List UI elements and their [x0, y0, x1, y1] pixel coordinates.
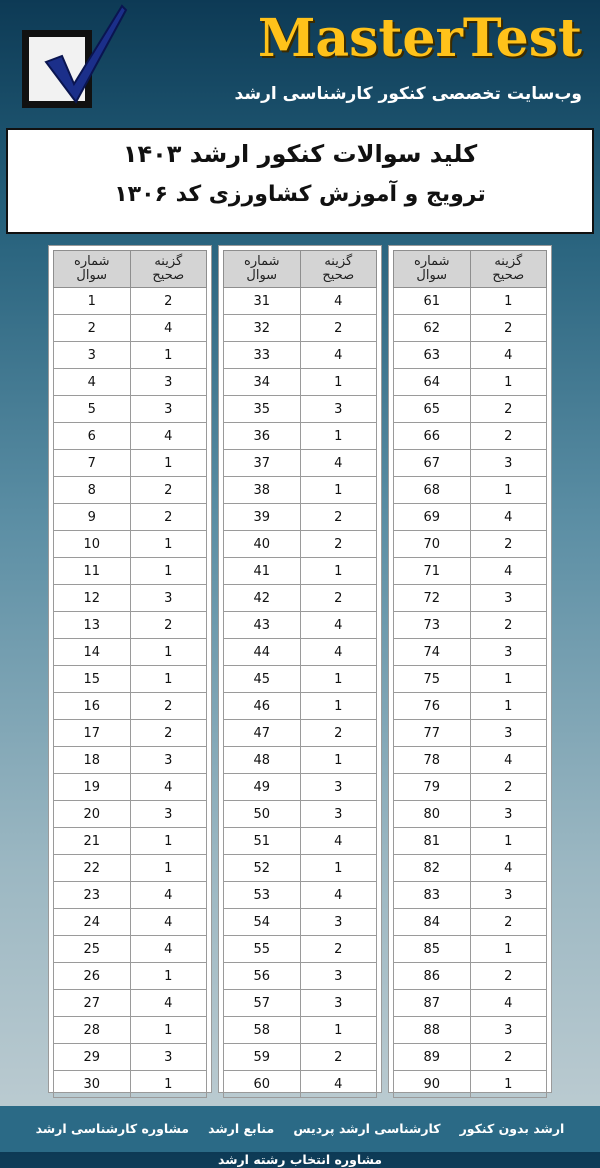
table-row: [54, 1017, 207, 1044]
question-number: 29: [54, 1044, 131, 1071]
correct-answer: 2: [130, 720, 207, 747]
question-number: 75: [394, 666, 471, 693]
correct-answer: 2: [470, 531, 547, 558]
answer-key-tables: [48, 245, 552, 1093]
question-number: 58: [224, 1017, 301, 1044]
question-number: 33: [224, 342, 301, 369]
table-row: [224, 423, 377, 450]
question-number: 36: [224, 423, 301, 450]
table-row: [394, 720, 547, 747]
correct-answer: 2: [300, 315, 377, 342]
table-row: [54, 882, 207, 909]
question-number: 86: [394, 963, 471, 990]
question-number-header: شماره سوال: [394, 251, 471, 288]
table-row: [224, 882, 377, 909]
table-row: [394, 801, 547, 828]
correct-answer: 2: [470, 612, 547, 639]
correct-answer: 4: [300, 612, 377, 639]
correct-answer: 4: [130, 774, 207, 801]
table-row: [54, 828, 207, 855]
question-number: 68: [394, 477, 471, 504]
correct-answer: 1: [470, 936, 547, 963]
table-row: [394, 612, 547, 639]
question-number: 19: [54, 774, 131, 801]
question-number: 80: [394, 801, 471, 828]
question-number: 17: [54, 720, 131, 747]
table-row: [224, 342, 377, 369]
question-number: 32: [224, 315, 301, 342]
table-row: [394, 288, 547, 315]
question-number: 65: [394, 396, 471, 423]
question-number: 28: [54, 1017, 131, 1044]
answer-table-3: [388, 245, 552, 1093]
correct-answer: 3: [130, 369, 207, 396]
correct-answer: 3: [470, 585, 547, 612]
correct-answer: 2: [300, 1044, 377, 1071]
question-number: 70: [394, 531, 471, 558]
correct-answer: 2: [470, 423, 547, 450]
title-box: [6, 128, 594, 234]
correct-answer: 2: [130, 477, 207, 504]
table-row: [224, 369, 377, 396]
table-row: [224, 477, 377, 504]
table-row: [394, 1044, 547, 1071]
correct-answer: 1: [470, 369, 547, 396]
table-row: [394, 774, 547, 801]
table-row: [224, 450, 377, 477]
correct-answer: 3: [300, 963, 377, 990]
correct-answer: 1: [470, 828, 547, 855]
correct-answer: 4: [470, 504, 547, 531]
correct-answer: 3: [300, 990, 377, 1017]
question-number: 90: [394, 1071, 471, 1098]
table-row: [54, 1071, 207, 1098]
question-number: 49: [224, 774, 301, 801]
table-row: [224, 909, 377, 936]
table-row: [54, 909, 207, 936]
question-number: 37: [224, 450, 301, 477]
question-number: 12: [54, 585, 131, 612]
question-number: 61: [394, 288, 471, 315]
correct-answer: 3: [470, 801, 547, 828]
question-number: 46: [224, 693, 301, 720]
correct-answer: 1: [470, 1071, 547, 1098]
question-number: 42: [224, 585, 301, 612]
question-number: 56: [224, 963, 301, 990]
table-row: [394, 531, 547, 558]
correct-answer: 1: [300, 693, 377, 720]
question-number: 81: [394, 828, 471, 855]
correct-answer: 2: [130, 693, 207, 720]
correct-answer: 4: [300, 450, 377, 477]
correct-answer: 4: [130, 990, 207, 1017]
question-number: 22: [54, 855, 131, 882]
table-row: [224, 936, 377, 963]
table-row: [54, 450, 207, 477]
question-number: 15: [54, 666, 131, 693]
table-row: [224, 612, 377, 639]
table-row: [54, 558, 207, 585]
question-number: 69: [394, 504, 471, 531]
correct-answer: 4: [300, 639, 377, 666]
question-number: 10: [54, 531, 131, 558]
correct-answer: 3: [130, 1044, 207, 1071]
correct-answer: 1: [130, 342, 207, 369]
table-row: [54, 720, 207, 747]
question-number: 8: [54, 477, 131, 504]
question-number: 53: [224, 882, 301, 909]
footer-link[interactable]: منابع ارشد: [208, 1121, 275, 1136]
table-row: [54, 963, 207, 990]
table-row: [224, 396, 377, 423]
footer-links: [0, 1106, 600, 1167]
correct-answer: 4: [130, 315, 207, 342]
question-number: 4: [54, 369, 131, 396]
correct-answer: 3: [300, 801, 377, 828]
correct-answer: 1: [130, 531, 207, 558]
footer-link[interactable]: مشاوره انتخاب رشته ارشد: [217, 1152, 383, 1167]
table-row: [224, 774, 377, 801]
correct-answer: 3: [470, 450, 547, 477]
correct-answer: 1: [300, 747, 377, 774]
question-number: 18: [54, 747, 131, 774]
table-row: [54, 504, 207, 531]
correct-answer: 2: [300, 585, 377, 612]
table-row: [394, 1017, 547, 1044]
correct-answer: 2: [470, 963, 547, 990]
question-number: 20: [54, 801, 131, 828]
question-number: 63: [394, 342, 471, 369]
table-row: [224, 747, 377, 774]
correct-answer: 3: [130, 585, 207, 612]
question-number: 57: [224, 990, 301, 1017]
correct-answer: 1: [300, 855, 377, 882]
question-number: 38: [224, 477, 301, 504]
tagline: وب‌سایت تخصصی کنکور کارشناسی ارشد: [234, 84, 582, 104]
question-number: 40: [224, 531, 301, 558]
table-row: [224, 1071, 377, 1098]
question-number: 30: [54, 1071, 131, 1098]
correct-answer: 4: [130, 882, 207, 909]
table-row: [54, 639, 207, 666]
answer-table-2: [218, 245, 382, 1093]
correct-answer: 1: [300, 666, 377, 693]
correct-answer: 2: [300, 936, 377, 963]
table-row: [224, 585, 377, 612]
question-number: 43: [224, 612, 301, 639]
table-row: [224, 828, 377, 855]
question-number: 84: [394, 909, 471, 936]
question-number: 85: [394, 936, 471, 963]
question-number: 82: [394, 855, 471, 882]
question-number: 88: [394, 1017, 471, 1044]
question-number: 74: [394, 639, 471, 666]
correct-answer: 1: [130, 963, 207, 990]
table-row: [54, 855, 207, 882]
correct-answer: 2: [130, 288, 207, 315]
correct-answer: 4: [300, 342, 377, 369]
correct-answer: 2: [470, 396, 547, 423]
table-row: [394, 585, 547, 612]
table-row: [54, 990, 207, 1017]
question-number: 67: [394, 450, 471, 477]
table-row: [394, 747, 547, 774]
table-row: [224, 639, 377, 666]
question-number: 89: [394, 1044, 471, 1071]
question-number: 14: [54, 639, 131, 666]
question-number: 21: [54, 828, 131, 855]
correct-answer: 1: [130, 855, 207, 882]
correct-answer: 1: [470, 693, 547, 720]
table-row: [54, 612, 207, 639]
correct-answer: 4: [130, 423, 207, 450]
header: [0, 0, 600, 120]
table-row: [394, 693, 547, 720]
correct-answer: 1: [300, 369, 377, 396]
table-row: [394, 828, 547, 855]
question-number: 78: [394, 747, 471, 774]
correct-answer-header: گزینه صحیح: [470, 251, 547, 288]
question-number: 62: [394, 315, 471, 342]
correct-answer: 1: [300, 1017, 377, 1044]
table-row: [224, 720, 377, 747]
correct-answer: 4: [470, 342, 547, 369]
correct-answer: 3: [470, 720, 547, 747]
correct-answer: 1: [300, 423, 377, 450]
checkmark-box-icon: [14, 0, 134, 110]
table-row: [54, 423, 207, 450]
question-number-header: شماره سوال: [54, 251, 131, 288]
correct-answer: 2: [300, 531, 377, 558]
correct-answer: 2: [300, 504, 377, 531]
page-subtitle: ترویج و آموزش کشاورزی کد ۱۳۰۶: [114, 182, 486, 207]
correct-answer: 1: [130, 1071, 207, 1098]
correct-answer: 1: [130, 639, 207, 666]
question-number: 9: [54, 504, 131, 531]
footer-link[interactable]: کارشناسی ارشد پردیس: [293, 1121, 441, 1136]
question-number: 3: [54, 342, 131, 369]
table-row: [394, 963, 547, 990]
question-number: 55: [224, 936, 301, 963]
table-row: [54, 693, 207, 720]
table-row: [394, 396, 547, 423]
question-number: 64: [394, 369, 471, 396]
question-number: 39: [224, 504, 301, 531]
question-number: 7: [54, 450, 131, 477]
question-number: 66: [394, 423, 471, 450]
correct-answer: 4: [130, 936, 207, 963]
table-row: [54, 774, 207, 801]
table-row: [394, 450, 547, 477]
correct-answer: 1: [130, 1017, 207, 1044]
correct-answer: 4: [470, 558, 547, 585]
correct-answer: 1: [470, 477, 547, 504]
correct-answer: 1: [470, 666, 547, 693]
question-number: 34: [224, 369, 301, 396]
table-row: [54, 369, 207, 396]
correct-answer: 1: [130, 666, 207, 693]
question-number: 72: [394, 585, 471, 612]
table-row: [224, 963, 377, 990]
correct-answer: 3: [130, 747, 207, 774]
table-row: [54, 396, 207, 423]
question-number: 41: [224, 558, 301, 585]
table-row: [224, 531, 377, 558]
question-number: 1: [54, 288, 131, 315]
correct-answer: 3: [300, 396, 377, 423]
question-number: 54: [224, 909, 301, 936]
question-number: 79: [394, 774, 471, 801]
table-row: [394, 666, 547, 693]
question-number: 71: [394, 558, 471, 585]
table-row: [394, 855, 547, 882]
correct-answer: 4: [470, 855, 547, 882]
correct-answer: 4: [300, 828, 377, 855]
table-row: [54, 585, 207, 612]
correct-answer: 2: [130, 504, 207, 531]
table-row: [394, 936, 547, 963]
table-row: [54, 747, 207, 774]
question-number: 6: [54, 423, 131, 450]
question-number: 59: [224, 1044, 301, 1071]
brand-name[interactable]: MasterTest: [257, 8, 582, 69]
correct-answer: 1: [470, 288, 547, 315]
question-number: 44: [224, 639, 301, 666]
table-row: [224, 558, 377, 585]
correct-answer: 2: [470, 315, 547, 342]
correct-answer-header: گزینه صحیح: [300, 251, 377, 288]
answer-table-1: [48, 245, 212, 1093]
question-number: 52: [224, 855, 301, 882]
table-row: [394, 369, 547, 396]
question-number: 25: [54, 936, 131, 963]
table-row: [224, 288, 377, 315]
question-number: 77: [394, 720, 471, 747]
table-row: [54, 1044, 207, 1071]
table-row: [224, 990, 377, 1017]
correct-answer: 1: [130, 558, 207, 585]
correct-answer: 1: [300, 558, 377, 585]
question-number: 26: [54, 963, 131, 990]
table-row: [394, 342, 547, 369]
correct-answer: 2: [470, 909, 547, 936]
table-row: [224, 801, 377, 828]
correct-answer: 2: [470, 1044, 547, 1071]
question-number: 83: [394, 882, 471, 909]
correct-answer: 3: [130, 801, 207, 828]
table-row: [54, 936, 207, 963]
question-number: 11: [54, 558, 131, 585]
table-row: [54, 288, 207, 315]
correct-answer: 2: [130, 612, 207, 639]
question-number: 23: [54, 882, 131, 909]
question-number: 47: [224, 720, 301, 747]
correct-answer: 1: [300, 477, 377, 504]
table-row: [54, 531, 207, 558]
table-row: [394, 990, 547, 1017]
correct-answer: 2: [470, 774, 547, 801]
question-number: 76: [394, 693, 471, 720]
table-row: [394, 1071, 547, 1098]
correct-answer: 4: [300, 882, 377, 909]
table-row: [394, 909, 547, 936]
correct-answer: 3: [130, 396, 207, 423]
question-number: 31: [224, 288, 301, 315]
table-row: [54, 666, 207, 693]
correct-answer: 4: [130, 909, 207, 936]
table-row: [394, 477, 547, 504]
table-row: [394, 423, 547, 450]
correct-answer: 4: [470, 747, 547, 774]
footer-link[interactable]: مشاوره کارشناسی ارشد: [35, 1121, 190, 1136]
question-number: 35: [224, 396, 301, 423]
question-number: 60: [224, 1071, 301, 1098]
correct-answer: 3: [470, 1017, 547, 1044]
table-row: [224, 1044, 377, 1071]
question-number: 73: [394, 612, 471, 639]
footer-link[interactable]: ارشد بدون کنکور: [459, 1121, 565, 1136]
question-number: 51: [224, 828, 301, 855]
question-number: 87: [394, 990, 471, 1017]
correct-answer: 4: [300, 1071, 377, 1098]
table-row: [224, 1017, 377, 1044]
correct-answer: 1: [130, 828, 207, 855]
question-number: 45: [224, 666, 301, 693]
table-row: [394, 882, 547, 909]
table-row: [224, 315, 377, 342]
question-number: 13: [54, 612, 131, 639]
correct-answer: 1: [130, 450, 207, 477]
table-row: [394, 558, 547, 585]
question-number-header: شماره سوال: [224, 251, 301, 288]
table-row: [54, 315, 207, 342]
question-number: 5: [54, 396, 131, 423]
correct-answer: 3: [470, 882, 547, 909]
correct-answer: 3: [300, 774, 377, 801]
table-row: [224, 693, 377, 720]
table-row: [54, 477, 207, 504]
table-row: [224, 504, 377, 531]
correct-answer: 3: [300, 909, 377, 936]
table-row: [54, 801, 207, 828]
question-number: 24: [54, 909, 131, 936]
correct-answer: 4: [300, 288, 377, 315]
correct-answer: 4: [470, 990, 547, 1017]
question-number: 48: [224, 747, 301, 774]
table-row: [224, 666, 377, 693]
table-row: [394, 315, 547, 342]
table-row: [394, 639, 547, 666]
question-number: 16: [54, 693, 131, 720]
correct-answer-header: گزینه صحیح: [130, 251, 207, 288]
question-number: 2: [54, 315, 131, 342]
question-number: 50: [224, 801, 301, 828]
page-title: کلید سوالات کنکور ارشد ۱۴۰۳: [122, 140, 478, 168]
correct-answer: 2: [300, 720, 377, 747]
table-row: [54, 342, 207, 369]
correct-answer: 3: [470, 639, 547, 666]
table-row: [394, 504, 547, 531]
question-number: 27: [54, 990, 131, 1017]
table-row: [224, 855, 377, 882]
